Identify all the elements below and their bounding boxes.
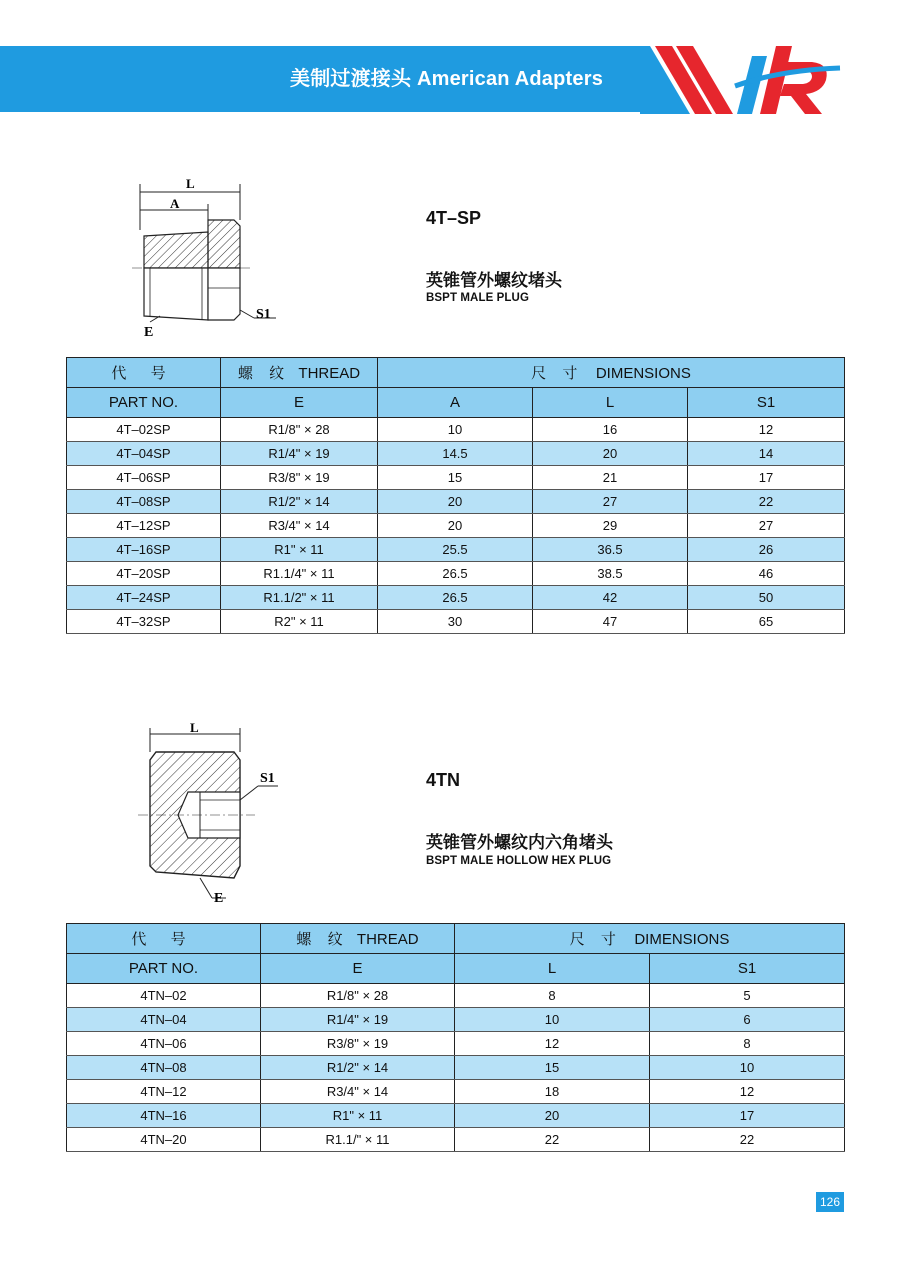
table-cell: 15 [378, 466, 533, 490]
section2-title-en: BSPT MALE HOLLOW HEX PLUG [426, 855, 612, 867]
table-cell: 38.5 [533, 562, 688, 586]
table-cell: 17 [688, 466, 845, 490]
table-cell: 22 [650, 1128, 845, 1152]
table-cell: R3/4" × 14 [221, 514, 378, 538]
table-cell: 20 [533, 442, 688, 466]
table-row [67, 1056, 845, 1080]
table-cell: R1/8" × 28 [221, 418, 378, 442]
table-cell: 12 [650, 1080, 845, 1104]
dim-label-s1: S1 [260, 771, 275, 786]
table-row [67, 610, 845, 634]
table-cell: 21 [533, 466, 688, 490]
header-s1: S1 [650, 954, 845, 984]
dim-label-l: L [186, 176, 195, 191]
dim-label-l: L [190, 720, 199, 735]
table-cell: 27 [688, 514, 845, 538]
header-l: L [533, 388, 688, 418]
table-row [67, 586, 845, 610]
table-cell: 20 [455, 1104, 650, 1128]
table-cell: 17 [650, 1104, 845, 1128]
table-cell: 4T–08SP [67, 490, 221, 514]
table-cell: R1.1/2" × 11 [221, 586, 378, 610]
header-dimensions: 尺 寸 DIMENSIONS [455, 924, 845, 954]
header-code-cn: 代 号 [67, 358, 221, 388]
header-s1: S1 [688, 388, 845, 418]
table-cell: 27 [533, 490, 688, 514]
table-cell: 4T–24SP [67, 586, 221, 610]
section1-title-en: BSPT MALE PLUG [426, 292, 529, 304]
table-cell: 36.5 [533, 538, 688, 562]
table-cell: 4TN–20 [67, 1128, 261, 1152]
table-cell: 12 [688, 418, 845, 442]
table-cell: 4TN–12 [67, 1080, 261, 1104]
table-cell: R1/2" × 14 [261, 1056, 455, 1080]
spec-table-4tsp [66, 357, 845, 634]
table-cell: 50 [688, 586, 845, 610]
table-row [67, 1008, 845, 1032]
table-cell: 25.5 [378, 538, 533, 562]
header-e: E [221, 388, 378, 418]
table-cell: 4TN–02 [67, 984, 261, 1008]
table-row [67, 1032, 845, 1056]
table-cell: R1" × 11 [221, 538, 378, 562]
page-title: 美制过渡接头 American Adapters [290, 68, 604, 90]
table-cell: R3/8" × 19 [261, 1032, 455, 1056]
table-cell: 4TN–08 [67, 1056, 261, 1080]
header-thread: 螺 纹 THREAD [221, 358, 378, 388]
table-cell: 4TN–16 [67, 1104, 261, 1128]
header-l: L [455, 954, 650, 984]
header-e: E [261, 954, 455, 984]
table-row [67, 984, 845, 1008]
table-cell: 4T–06SP [67, 466, 221, 490]
dim-label-e: E [144, 325, 154, 340]
header-part-no: PART NO. [67, 954, 261, 984]
table-cell: 14 [688, 442, 845, 466]
bspt-male-plug-drawing [120, 170, 290, 345]
table-cell: R1.1/4" × 11 [221, 562, 378, 586]
table-cell: 4TN–04 [67, 1008, 261, 1032]
table-cell: 15 [455, 1056, 650, 1080]
table-cell: 30 [378, 610, 533, 634]
page-number: 126 [816, 1192, 844, 1212]
section2-code: 4TN [426, 770, 461, 790]
table-cell: R1/4" × 19 [261, 1008, 455, 1032]
table-row [67, 1128, 845, 1152]
table-cell: 12 [455, 1032, 650, 1056]
table-cell: R1/2" × 14 [221, 490, 378, 514]
table-cell: 8 [650, 1032, 845, 1056]
table-row [67, 538, 845, 562]
header-thread: 螺 纹 THREAD [261, 924, 455, 954]
table-cell: 6 [650, 1008, 845, 1032]
table-cell: 26.5 [378, 562, 533, 586]
table-row [67, 1080, 845, 1104]
table-cell: 42 [533, 586, 688, 610]
table-row [67, 514, 845, 538]
table-cell: 4T–02SP [67, 418, 221, 442]
table-cell: 4T–32SP [67, 610, 221, 634]
header-a: A [378, 388, 533, 418]
dim-label-e: E [214, 891, 224, 906]
table-cell: 8 [455, 984, 650, 1008]
table-cell: 18 [455, 1080, 650, 1104]
table-cell: 5 [650, 984, 845, 1008]
header-code-cn: 代 号 [67, 924, 261, 954]
table-cell: 4T–16SP [67, 538, 221, 562]
table-cell: 4T–20SP [67, 562, 221, 586]
table-row [67, 418, 845, 442]
section1-code: 4T–SP [426, 208, 482, 228]
bspt-hollow-hex-plug-drawing [130, 718, 290, 913]
table-cell: 29 [533, 514, 688, 538]
table-row [67, 466, 845, 490]
spec-table-4tn [66, 923, 845, 1152]
table-cell: R1" × 11 [261, 1104, 455, 1128]
table-row [67, 490, 845, 514]
table-cell: 20 [378, 490, 533, 514]
table-cell: 10 [455, 1008, 650, 1032]
table-cell: 65 [688, 610, 845, 634]
header-part-no: PART NO. [67, 388, 221, 418]
table-cell: 16 [533, 418, 688, 442]
header-dimensions: 尺 寸 DIMENSIONS [378, 358, 845, 388]
dim-label-a: A [170, 196, 180, 211]
table-cell: R1/4" × 19 [221, 442, 378, 466]
brand-logo [0, 40, 922, 120]
table-cell: 14.5 [378, 442, 533, 466]
table-cell: 22 [688, 490, 845, 514]
table-row [67, 562, 845, 586]
table-cell: 10 [650, 1056, 845, 1080]
table-cell: R3/8" × 19 [221, 466, 378, 490]
table-row [67, 1104, 845, 1128]
table-cell: 47 [533, 610, 688, 634]
table-cell: 4TN–06 [67, 1032, 261, 1056]
table-cell: 4T–12SP [67, 514, 221, 538]
table-cell: 46 [688, 562, 845, 586]
table-cell: R1/8" × 28 [261, 984, 455, 1008]
section1-title-cn: 英锥管外螺纹堵头 [426, 271, 562, 290]
table-cell: R2" × 11 [221, 610, 378, 634]
dim-label-s1: S1 [256, 307, 271, 322]
table-cell: 20 [378, 514, 533, 538]
table-cell: R3/4" × 14 [261, 1080, 455, 1104]
table-cell: 26 [688, 538, 845, 562]
table-cell: 26.5 [378, 586, 533, 610]
section2-title-cn: 英锥管外螺纹内六角堵头 [426, 833, 613, 852]
table-cell: 10 [378, 418, 533, 442]
table-cell: 22 [455, 1128, 650, 1152]
table-cell: 4T–04SP [67, 442, 221, 466]
table-cell: R1.1/" × 11 [261, 1128, 455, 1152]
table-row [67, 442, 845, 466]
